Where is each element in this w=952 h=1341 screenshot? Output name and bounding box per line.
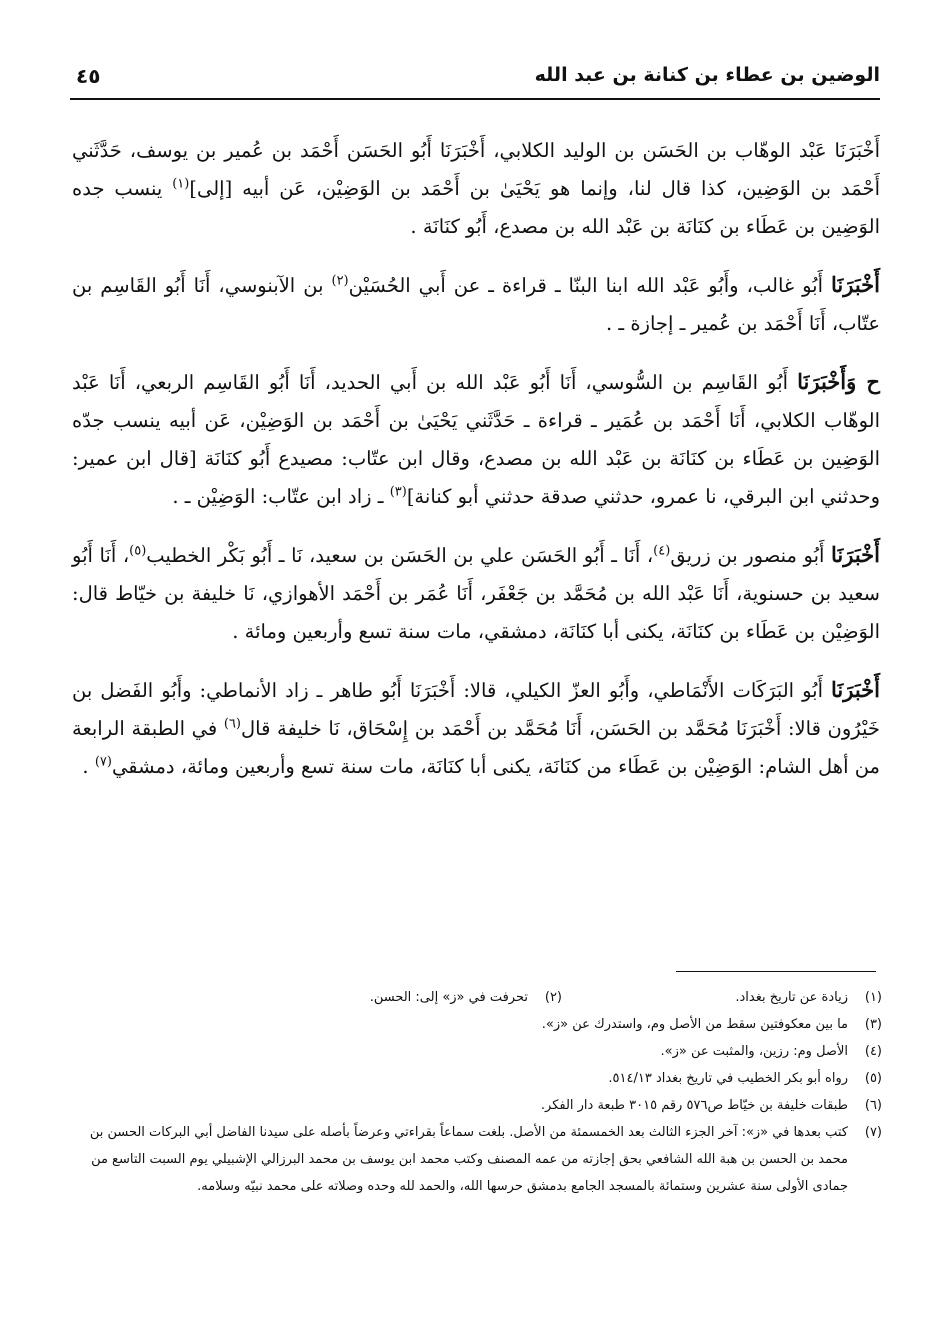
page-header (70, 60, 880, 102)
paragraph-lead-word: أَخْبَرَنَا (831, 542, 880, 567)
footnote-7 (72, 1119, 882, 1200)
paragraph-lead-word: أَخْبَرَنَا (831, 272, 880, 297)
footnote-text: الأصل وم: رزين، والمثبت عن «ز». (660, 1044, 848, 1059)
footnote-text: ما بين معكوفتين سقط من الأصل وم، واستدرك عن «ز». (541, 1017, 848, 1032)
footnote-number: (٧) (864, 1125, 882, 1140)
footnote-6 (72, 1092, 882, 1119)
footnote-marker: (٢) (331, 273, 349, 289)
main-text (72, 132, 880, 806)
footnote-3 (72, 1011, 882, 1038)
footnote-marker: (٦) (223, 716, 241, 732)
footnote-number: (٥) (864, 1071, 882, 1086)
page-number: ٤٥ (76, 64, 101, 88)
footnote-marker: (٧) (94, 754, 112, 770)
footnote-text: رواه أبو بكر الخطيب في تاريخ بغداد ٥١٤/١٣. (608, 1071, 848, 1086)
paragraph-text: . (82, 755, 95, 778)
paragraph-text: بن الآبنوسي، أَنَا أَبُو القَاسِم بن عتّاب، أَنَا أَحْمَد بن عُمير ـ إجازة ـ . (72, 274, 880, 335)
paragraph-text: أَبُو القَاسِم بن السُّوسي، أَنَا أَبُو عَبْد الله بن أَبي الحديد، أَنَا أَبُو القَاسِم الربعي، أَنَا عَبْد الوهّاب الكلابي، أَنَا أَحْمَد بن عُمَير ـ قراءة ـ حَدَّثَني يَحْيَىٰ بن أَحْمَد بن الوَضِيْن، عَن أبيه ينسب جدّه الوَضِين بن عَطَاء بن كنَانَة بن عَبْد الله بن مصدع، وقال ابن عتّاب: مصيدع أَبُو كنَانَة [قال ابن عمير: وحدثني ابن البرقي، نا عمرو، حدثني صدقة حدثني أبو كنانة] (72, 371, 880, 508)
paragraph (72, 671, 880, 786)
paragraph-lead-word: ح وَأَخْبَرَنَا (797, 369, 880, 394)
paragraph-lead-word: أَخْبَرَنَا (831, 677, 880, 702)
footnote-2 (242, 984, 562, 1011)
paragraph-text: أَبُو منصور بن زريق (670, 544, 831, 567)
footnote-pair-row (72, 984, 882, 1011)
paragraph (72, 536, 880, 651)
footnote-text: طبقات خليفة بن خيّاط ص٥٧٦ رقم ٣٠١٥ طبعة دار الفكر. (540, 1098, 848, 1113)
paragraph (72, 266, 880, 343)
footnote-marker: (٤) (653, 543, 671, 559)
paragraph (72, 132, 880, 246)
paragraph-text: ـ زاد ابن عتّاب: الوَضِيْن ـ . (172, 485, 390, 508)
paragraph-text: أَبُو البَرَكَات الأَنْمَاطي، وأَبُو العزّ الكيلي، قالا: أَخْبَرَنَا أَبُو طاهر ـ زاد الأنماطي: وأَبُو الفَضل بن خَيْرُون قالا: أَخْبَرَنَا مُحَمَّد بن الحَسَن، أَنَا مُحَمَّد بن أَحْمَد بن إِسْحَاق، نَا خليفة قال (72, 679, 880, 740)
running-title: الوضين بن عطاء بن كنانة بن عبد الله (534, 64, 880, 86)
paragraph-text: أَخْبَرَنَا عَبْد الوهّاب بن الحَسَن بن الوليد الكلابي، أَخْبَرَنَا أَبُو الحَسَن أَحْمَد بن عُمير بن يوسف، حَدَّثَني أَحْمَد بن الوَضِين، كذا قال لنا، وإنما هو يَحْيَىٰ بن أَحْمَد بن الوَضِيْن، عَن أبيه [إلى] (72, 139, 880, 200)
footnote-number: (٤) (864, 1044, 882, 1059)
footnote-text: تحرفت في «ز» إلى: الحسن. (369, 990, 528, 1005)
footnote-1 (562, 984, 882, 1011)
footnotes (72, 984, 882, 1200)
paragraph-text: أَبُو غالب، وأَبُو عَبْد الله ابنا البنّا ـ قراءة ـ عن أَبي الحُسَيْن (348, 274, 831, 297)
header-rule (70, 98, 880, 100)
paragraph-text: في الطبقة الرابعة من أهل الشام: الوَضِيْن بن عَطَاء من كنَانَة، يكنى أبا كنَانَة، مات سنة تسع وأربعين ومائة، دمشقي (72, 717, 880, 778)
footnote-marker: (٣) (389, 484, 407, 500)
footnote-4 (72, 1038, 882, 1065)
footnote-number: (٦) (864, 1098, 882, 1113)
paragraph-text: ، أَنَا أَبُو سعيد بن حسنوية، أَنَا عَبْد الله بن مُحَمَّد بن جَعْفَر، أَنَا عُمَر بن أَحْمَد الأهوازي، نَا خليفة بن خيّاط قال: الوَضِيْن بن عَطَاء بن كنَانَة، يكنى أبا كنَانَة، دمشقي، مات سنة تسع وأربعين ومائة . (72, 544, 880, 643)
footnote-number: (١) (864, 990, 882, 1005)
footnote-separator (676, 971, 876, 972)
footnote-5 (72, 1065, 882, 1092)
footnote-marker: (١) (172, 176, 190, 192)
footnote-marker: (٥) (129, 543, 147, 559)
paragraph (72, 363, 880, 516)
footnote-number: (٢) (544, 990, 562, 1005)
footnote-text: كتب بعدها في «ز»: آخر الجزء الثالث بعد الخمسمئة من الأصل. بلغت سماعاً بقراءتي وعرضاً بأصله على سيدنا الفاضل أبي البركات الحسن بن محمد بن الحسن بن هبة الله الشافعي بحق إجازته من عمه المصنف وكتب محمد ابن يوسف بن محمد البرزالي الإشبيلي يوم السبت التاسع من جمادى الأولى سنة عشرين وستمائة بالمسجد الجامع بدمشق حرسها الله، والحمد لله وحده وصلاته على محمد نبيّه وسلامه. (89, 1125, 848, 1194)
paragraph-text: ، أَنَا ـ أَبُو الحَسَن علي بن الحَسَن بن سعيد، نَا ـ أَبُو بَكْر الخطيب (146, 544, 654, 567)
paragraph-text: ينسب جده الوَضِين بن عَطَاء بن كنَانَة بن عَبْد الله بن مصدع، أَبُو كنَانَة . (72, 177, 880, 238)
footnote-text: زيادة عن تاريخ بغداد. (735, 990, 848, 1005)
footnote-number: (٣) (864, 1017, 882, 1032)
